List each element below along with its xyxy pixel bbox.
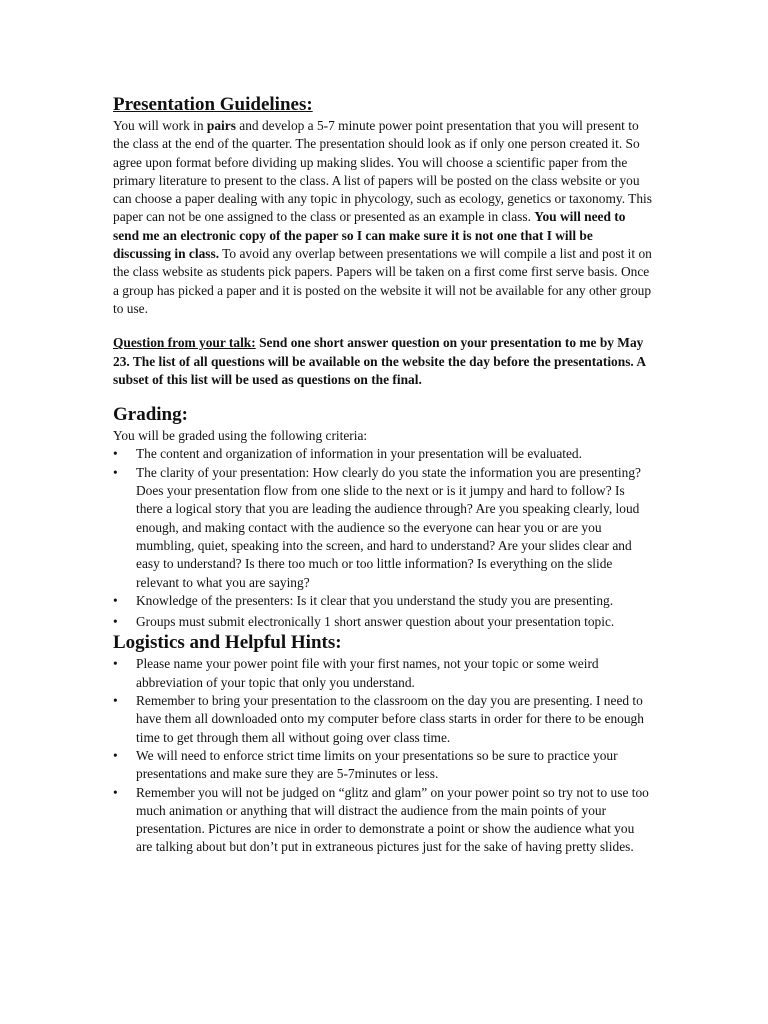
bullet-icon: •	[113, 592, 118, 608]
list-item	[113, 613, 653, 631]
electronic-copy-emphasis: You will need to send me an electronic copy of the paper so I can make sure it is not one that I will be discussing in class.	[113, 209, 626, 262]
list-item-text: Groups must submit electronically 1 short answer question about your presentation topic.	[136, 614, 615, 630]
bullet-icon: •	[113, 693, 118, 709]
bullet-icon: •	[113, 747, 118, 763]
list-item-text: The clarity of your presentation: How clearly do you state the information you are presenting? Does your presentation flow from one slide to the next or is it jumpy and hard to follow? Is there a logical story that you are leading the audience through? Are you speaking clearly, loud enough, and making contact with the audience so the everyone can hear you or are you mumbling, quiet, speaking into the screen, and hard to understand? Are your slides clear and easy to understand? Is there too much or too little information? Is everything on the slide relevant to what you are saying?	[136, 464, 641, 590]
list-item-text: Remember you will not be judged on “glitz and glam” on your power point so try not to use too much animation or anything that will distract the audience from the main points of your presentation. Pictures are nice in order to demonstrate a point or show the audience what you are talking about but don’t put in extraneous pictures just for the sake of having pretty slides.	[136, 784, 649, 855]
list-item-text: Remember to bring your presentation to the classroom on the day you are presenting. I need to have them all downloaded onto my computer before class starts in order for there to be enough time to get through them all without going over class time.	[136, 693, 644, 745]
guidelines-paragraph	[113, 117, 653, 318]
guidelines-text-2: and develop a 5-7 minute power point presentation that you will present to the class at the end of the quarter. The presentation should look as if only one person created it. So agree upon format before dividing up making slides. You will choose a scientific paper from the primary literature to present to the class. A list of papers will be posted on the class website or you can choose a paper dealing with any topic in phycology, such as ecology, genetics or taxonomy. This paper can not be one assigned to the class or presented as an example in class.	[113, 118, 652, 225]
document-page	[113, 93, 653, 857]
logistics-heading: Logistics and Helpful Hints:	[113, 632, 342, 654]
grading-criteria-list	[113, 445, 653, 631]
list-item	[113, 464, 653, 592]
presentation-guidelines-heading: Presentation Guidelines:	[113, 94, 313, 115]
logistics-hints-list	[113, 655, 653, 856]
grading-heading: Grading:	[113, 404, 188, 426]
pairs-emphasis: pairs	[206, 118, 236, 133]
grading-intro: You will be graded using the following criteria:	[113, 428, 368, 444]
list-item	[113, 692, 653, 747]
question-label: Question from your talk:	[113, 335, 256, 351]
guidelines-text-3: To avoid any overlap between presentations we will compile a list and post it on the class website as students pick papers. Papers will be taken on a first come first serve basis. Once a group has picked a paper and it is posted on the website it will not be available for any other group to use.	[113, 246, 652, 316]
bullet-icon: •	[113, 464, 118, 480]
list-item	[113, 784, 653, 857]
bullet-icon: •	[113, 656, 118, 672]
list-item-text: Please name your power point file with your first names, not your topic or some weird abbreviation of your topic that only you understand.	[136, 656, 599, 690]
list-item-text: The content and organization of information in your presentation will be evaluated.	[136, 446, 582, 462]
bullet-icon: •	[113, 614, 118, 630]
list-item-text: Knowledge of the presenters: Is it clear that you understand the study you are presenting.	[136, 592, 614, 608]
list-item	[113, 445, 653, 463]
question-text: Send one short answer question on your presentation to me by May 23. The list of all questions will be available on the website the day before the presentations. A subset of this list will be used as questions on the final.	[113, 335, 646, 387]
list-item-text: We will need to enforce strict time limits on your presentations so be sure to practice your presentations and make sure they are 5-7minutes or less.	[136, 747, 618, 782]
list-item	[113, 747, 653, 784]
question-paragraph	[113, 334, 653, 389]
bullet-icon: •	[113, 784, 118, 800]
list-item	[113, 592, 653, 610]
bullet-icon: •	[113, 446, 118, 462]
list-item	[113, 655, 653, 692]
guidelines-text-1: You will work in	[113, 118, 207, 133]
